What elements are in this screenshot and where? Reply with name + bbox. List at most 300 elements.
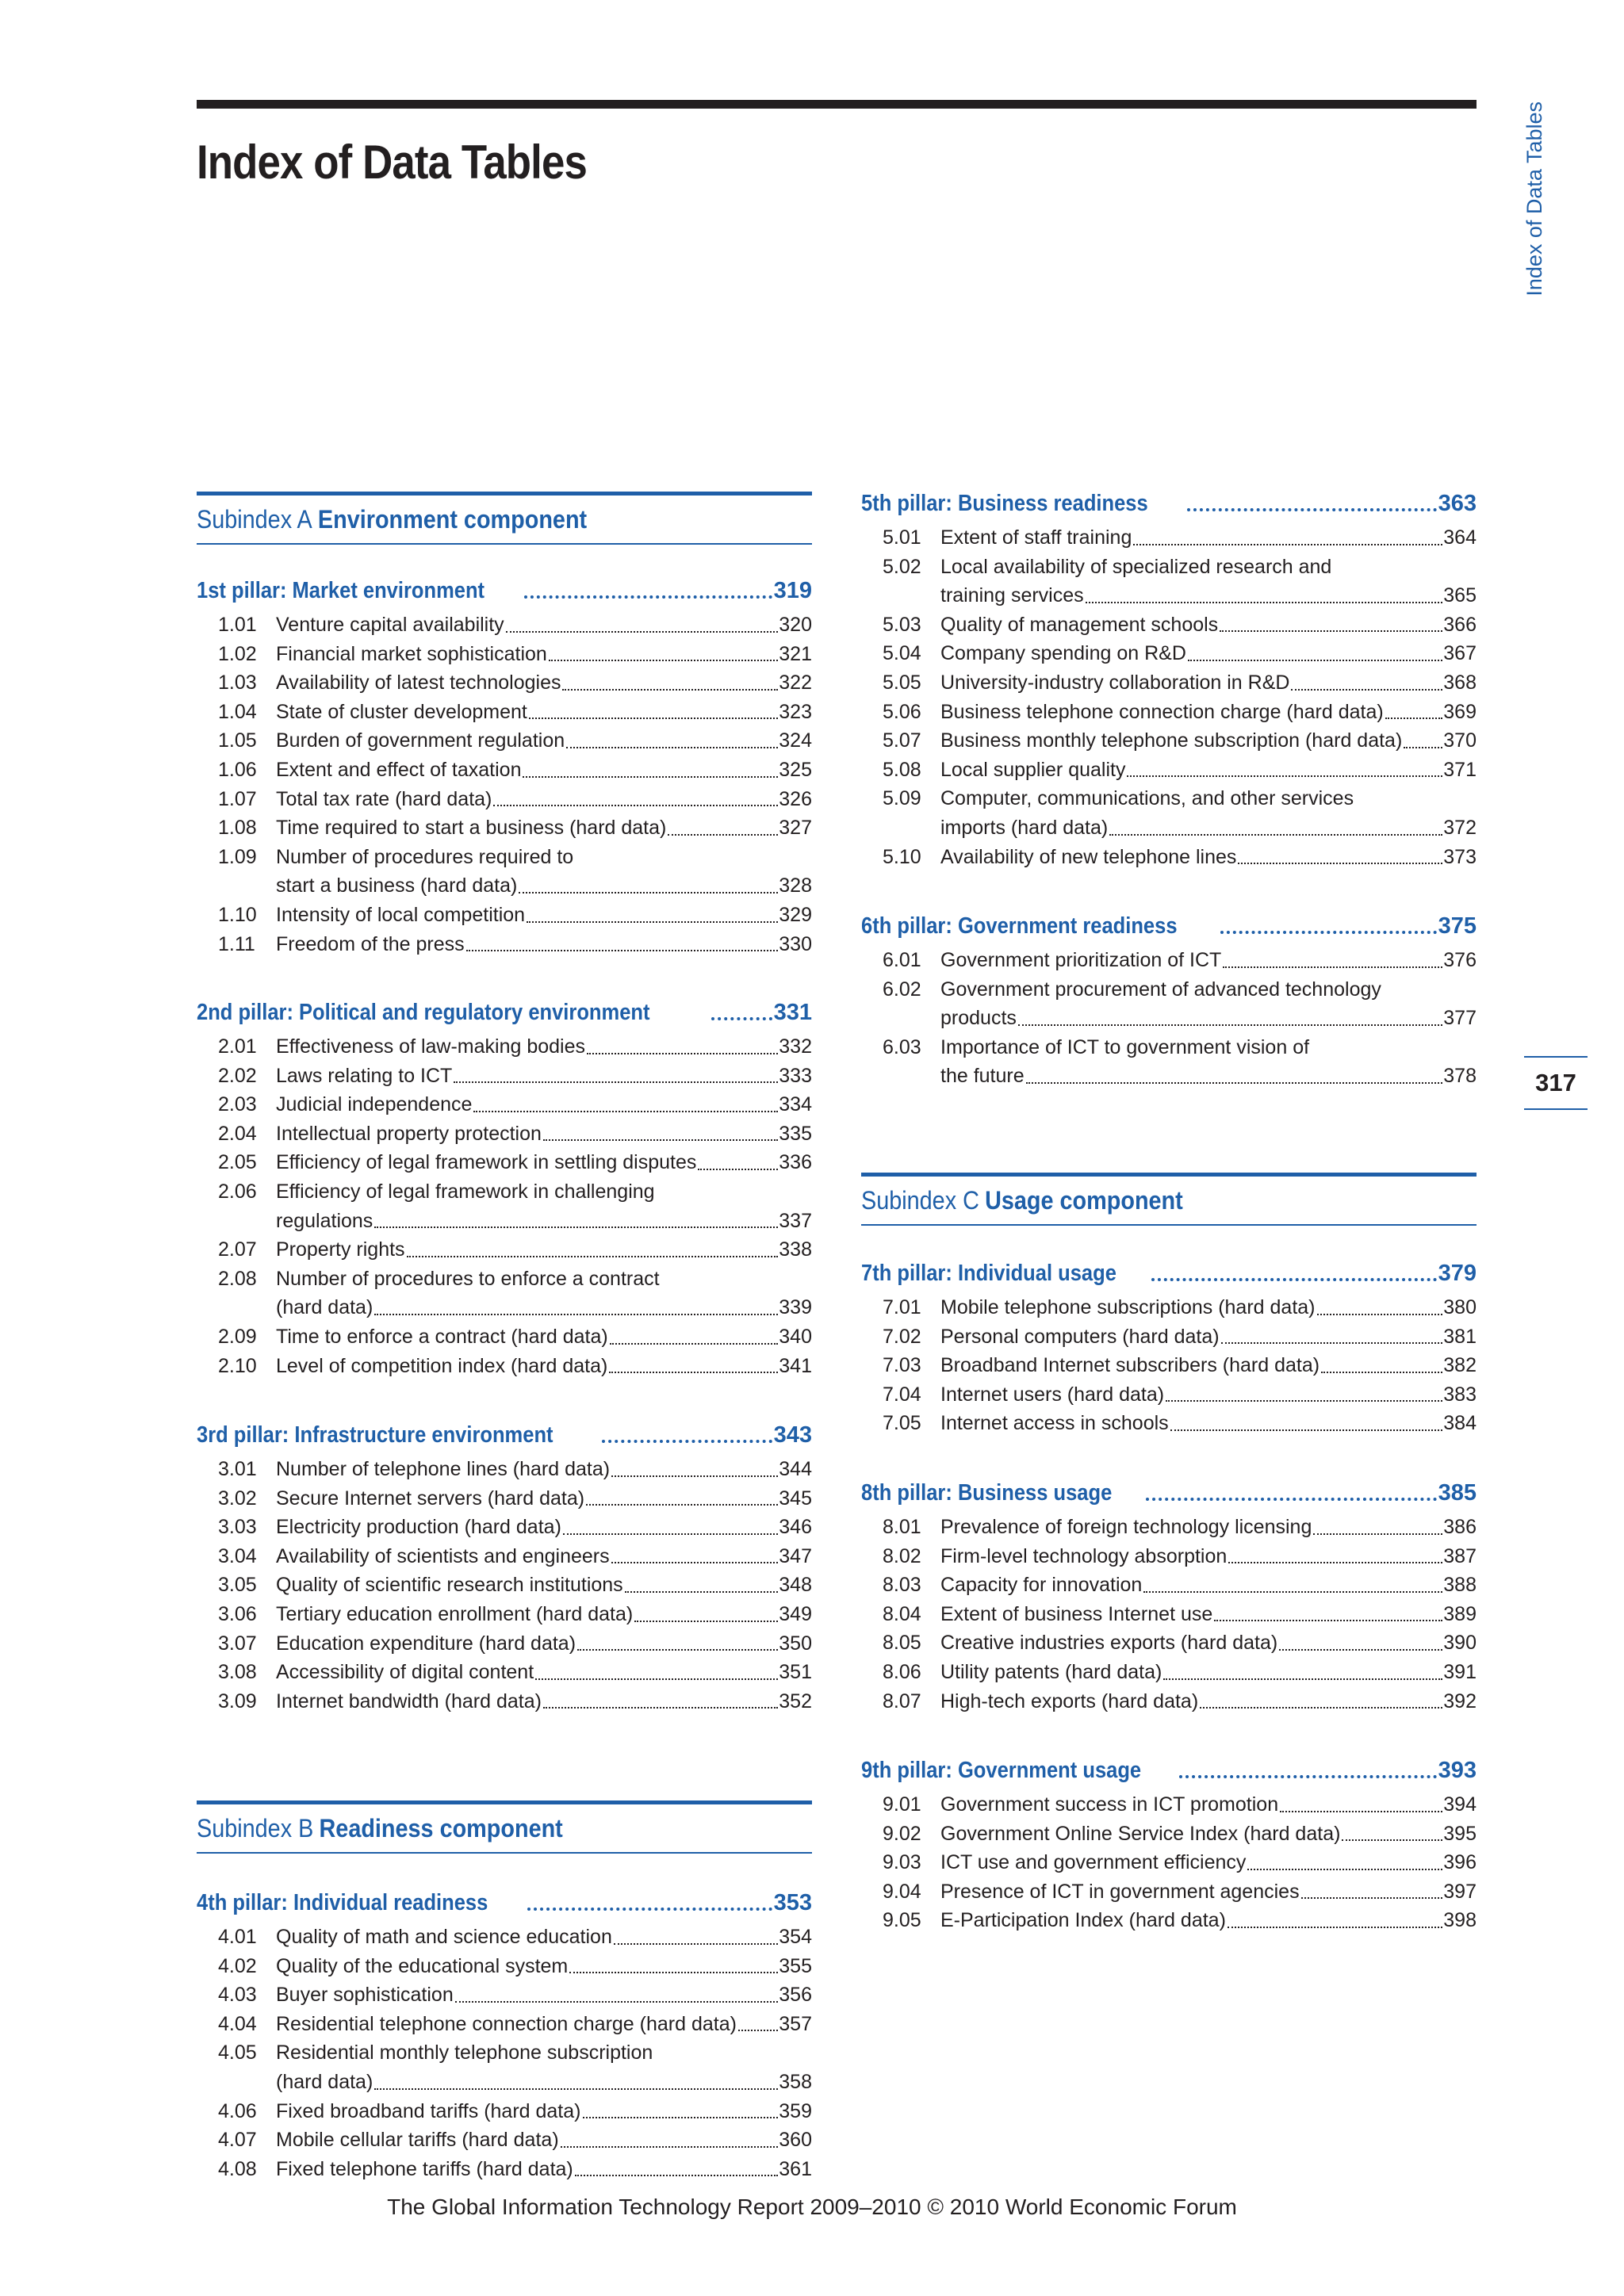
index-entry[interactable] [197, 1980, 812, 2010]
index-entry[interactable] [197, 901, 812, 930]
entry-page: 344 [779, 1458, 812, 1480]
entry-title: Quality of scientific research institutions [276, 1574, 623, 1597]
entry-body [276, 1600, 812, 1629]
entry-page: 358 [779, 2070, 812, 2093]
entry-title: Mobile cellular tariffs (hard data) [276, 2129, 559, 2152]
index-entry[interactable] [197, 1484, 812, 1513]
entry-title-continued [276, 1207, 812, 1236]
entry-body [276, 1484, 812, 1513]
entry-body [276, 698, 812, 727]
index-entry[interactable] [861, 1293, 1477, 1322]
entry-body [940, 1906, 1477, 1935]
entry-body [276, 756, 812, 785]
entry-number: 8.07 [883, 1689, 921, 1712]
dot-leader [1200, 1707, 1442, 1709]
entry-number: 8.01 [883, 1516, 921, 1538]
entry-page: 327 [779, 817, 812, 840]
subindex-name: Readiness component [319, 1813, 563, 1843]
entry-body [276, 1090, 812, 1119]
entry-title: Quality of the educational system [276, 1954, 569, 1977]
index-entry[interactable] [197, 1952, 812, 1981]
entry-title: Extent and effect of taxation [276, 758, 522, 781]
entry-page: 391 [1443, 1660, 1477, 1683]
pillar-section [197, 1886, 812, 2183]
dot-leader [1127, 775, 1442, 777]
entry-body [276, 1980, 812, 2010]
entry-number: 5.02 [883, 555, 921, 578]
index-entry[interactable] [197, 1177, 812, 1235]
index-entry[interactable] [197, 1658, 812, 1687]
entry-number: 1.09 [218, 845, 257, 868]
entry-page: 387 [1443, 1544, 1477, 1567]
dot-leader [586, 1504, 778, 1506]
entry-title: E-Participation Index (hard data) [940, 1909, 1226, 1932]
entry-body [276, 1542, 812, 1571]
pillar-heading[interactable] [197, 996, 812, 1026]
entry-number: 1.06 [218, 758, 257, 781]
index-entry[interactable] [861, 1628, 1477, 1658]
entry-page: 357 [779, 2012, 812, 2035]
entry-page: 351 [779, 1661, 812, 1684]
pillar-heading[interactable] [861, 1257, 1477, 1287]
entry-number: 7.03 [883, 1354, 921, 1377]
entry-number: 4.03 [218, 1984, 257, 2007]
pillar-page: 343 [773, 1422, 812, 1448]
index-entry[interactable] [861, 1322, 1477, 1352]
subindex-bottom-rule [861, 1224, 1477, 1226]
index-entry[interactable] [861, 946, 1477, 975]
index-entry[interactable] [197, 1119, 812, 1149]
dot-leader [566, 747, 778, 748]
entry-title: Tertiary education enrollment (hard data) [276, 1602, 634, 1625]
index-entry[interactable] [197, 668, 812, 698]
entry-title-continued [940, 1004, 1477, 1033]
entry-title: State of cluster development [276, 700, 527, 723]
dot-leader [1280, 1811, 1442, 1812]
index-entry[interactable] [861, 639, 1477, 668]
entry-page: 355 [779, 1954, 812, 1977]
pillar-page: 363 [1438, 491, 1477, 516]
entry-body [276, 901, 812, 930]
entry-body [276, 2038, 812, 2096]
entry-page: 360 [779, 2129, 812, 2152]
entry-number: 1.03 [218, 672, 257, 695]
entry-body [276, 1032, 812, 1062]
index-entry[interactable] [197, 1090, 812, 1119]
subindex-prefix: Subindex A [197, 504, 312, 534]
entry-body [276, 1322, 812, 1352]
index-entry[interactable] [197, 1571, 812, 1600]
pillar-page: 319 [773, 578, 812, 603]
entry-body [940, 1033, 1477, 1091]
index-entry[interactable] [861, 1658, 1477, 1687]
index-entry[interactable] [197, 1687, 812, 1716]
entry-page: 365 [1443, 584, 1477, 607]
dot-leader [1026, 1082, 1443, 1084]
pillar-section [197, 574, 812, 959]
index-entry[interactable] [861, 1033, 1477, 1091]
index-entry[interactable] [861, 843, 1477, 872]
entry-body [276, 726, 812, 756]
entry-page: 320 [779, 614, 812, 636]
pillar-title: 4th pillar: Individual readiness [197, 1890, 488, 1915]
entry-page: 326 [779, 787, 812, 810]
entry-number: 8.05 [883, 1632, 921, 1655]
index-entry[interactable] [197, 2097, 812, 2126]
entry-body [940, 1513, 1477, 1542]
index-entry[interactable] [861, 1351, 1477, 1380]
dot-leader [1133, 544, 1442, 545]
entry-title: Efficiency of legal framework in challenging [276, 1180, 655, 1203]
dot-leader [1342, 1839, 1442, 1841]
index-entry[interactable] [861, 1790, 1477, 1820]
entry-body [940, 1687, 1477, 1716]
entry-number: 4.07 [218, 2129, 257, 2152]
index-entry[interactable] [861, 1513, 1477, 1542]
entry-body [940, 1351, 1477, 1380]
index-entry[interactable] [197, 640, 812, 669]
index-entry[interactable] [197, 1352, 812, 1381]
dot-leader [1223, 966, 1442, 968]
entry-title: Prevalence of foreign technology licensing [940, 1516, 1312, 1538]
entry-body [276, 1265, 812, 1322]
dot-leader [473, 1111, 778, 1112]
dot-leader [738, 2030, 778, 2031]
entry-body [276, 1062, 812, 1091]
index-entry[interactable] [861, 553, 1477, 610]
pillar-page: 379 [1438, 1261, 1477, 1286]
pillar-title: 7th pillar: Individual usage [861, 1261, 1116, 1286]
entry-number: 7.01 [883, 1296, 921, 1318]
index-entry[interactable] [197, 1455, 812, 1484]
entry-title: University-industry collaboration in R&D [940, 671, 1290, 694]
index-entry[interactable] [197, 1148, 812, 1177]
entry-page: 392 [1443, 1689, 1477, 1712]
index-entry[interactable] [197, 1542, 812, 1571]
entry-number: 2.02 [218, 1064, 257, 1087]
dot-leader [609, 1372, 778, 1373]
index-entry[interactable] [861, 1571, 1477, 1600]
index-entry[interactable] [861, 1820, 1477, 1849]
entry-title: Fixed telephone tariffs (hard data) [276, 2157, 573, 2180]
entry-page: 359 [779, 2099, 812, 2122]
index-entry[interactable] [197, 726, 812, 756]
dot-leader [1166, 1400, 1442, 1402]
entry-title: Number of telephone lines (hard data) [276, 1458, 611, 1480]
entry-title: Efficiency of legal framework in settling disputes [276, 1151, 697, 1174]
entry-number: 5.07 [883, 729, 921, 752]
index-entry[interactable] [861, 668, 1477, 698]
index-entry[interactable] [197, 2010, 812, 2039]
entry-title-continued [940, 581, 1477, 610]
entry-page: 345 [779, 1487, 812, 1510]
index-entry[interactable] [197, 2038, 812, 2096]
pillar-heading[interactable] [861, 487, 1477, 517]
subindex-b-header [197, 1800, 812, 1854]
dot-leader [1143, 1591, 1442, 1593]
pillar-heading[interactable] [861, 909, 1477, 939]
dot-leader [527, 1908, 772, 1911]
entry-body [940, 946, 1477, 975]
dot-leader [1291, 689, 1442, 691]
entry-title: Utility patents (hard data) [940, 1660, 1162, 1683]
index-entry[interactable] [197, 756, 812, 785]
index-entry[interactable] [861, 1542, 1477, 1571]
index-entry[interactable] [861, 1600, 1477, 1629]
entry-title: Company spending on R&D [940, 642, 1186, 665]
entry-body [276, 813, 812, 843]
entry-number: 5.08 [883, 758, 921, 781]
entry-page: 321 [779, 642, 812, 665]
entry-number: 9.03 [883, 1851, 921, 1874]
subindex-prefix: Subindex C [861, 1185, 979, 1215]
entry-body [940, 668, 1477, 698]
pillar-page: 353 [773, 1890, 812, 1915]
pillar-title: 3rd pillar: Infrastructure environment [197, 1422, 553, 1448]
index-entry[interactable] [197, 1923, 812, 1952]
entry-number: 3.08 [218, 1661, 257, 1684]
entry-body [940, 1628, 1477, 1658]
entry-number: 4.01 [218, 1926, 257, 1948]
entry-body [940, 553, 1477, 610]
entry-number: 2.06 [218, 1180, 257, 1203]
entry-page: 378 [1443, 1065, 1477, 1088]
entry-page: 323 [779, 700, 812, 723]
entry-title: Business telephone connection charge (hard data) [940, 700, 1384, 723]
entry-page: 395 [1443, 1822, 1477, 1845]
entry-title: Accessibility of digital content [276, 1661, 534, 1684]
entry-number: 6.02 [883, 978, 921, 1001]
index-entry[interactable] [197, 2126, 812, 2155]
entry-number: 9.04 [883, 1880, 921, 1903]
entry-number: 1.11 [218, 932, 255, 955]
index-entry[interactable] [197, 785, 812, 814]
entry-title: Property rights [276, 1238, 405, 1261]
entry-body [940, 1790, 1477, 1820]
entry-page: 397 [1443, 1880, 1477, 1903]
entry-page: 329 [779, 903, 812, 926]
entry-body [940, 1542, 1477, 1571]
dot-leader [529, 718, 778, 719]
entry-number: 4.06 [218, 2099, 257, 2122]
index-entry[interactable] [861, 523, 1477, 553]
entry-number: 4.05 [218, 2042, 257, 2064]
entry-page: 354 [779, 1926, 812, 1948]
index-entry[interactable] [197, 1629, 812, 1659]
entry-number: 4.02 [218, 1954, 257, 1977]
index-entry[interactable] [861, 1848, 1477, 1877]
entry-title: Local supplier quality [940, 758, 1126, 781]
index-entry[interactable] [197, 1265, 812, 1322]
entry-title-line2: regulations [276, 1209, 373, 1232]
entry-body [940, 975, 1477, 1033]
entry-number: 2.03 [218, 1093, 257, 1116]
dot-leader [1385, 718, 1443, 719]
dot-leader [563, 1533, 778, 1535]
dot-leader [1214, 1620, 1442, 1621]
dot-leader [519, 892, 778, 894]
dot-leader [587, 1053, 778, 1054]
dot-leader [668, 834, 778, 836]
entry-body [276, 2010, 812, 2039]
entry-body [940, 1571, 1477, 1600]
dot-leader [1170, 1429, 1443, 1431]
entry-body [276, 1571, 812, 1600]
entry-page: 384 [1443, 1412, 1477, 1435]
dot-leader [562, 689, 778, 691]
index-entry[interactable] [861, 784, 1477, 842]
entry-page: 335 [779, 1122, 812, 1145]
index-entry[interactable] [197, 1235, 812, 1265]
index-entry[interactable] [197, 1032, 812, 1062]
index-entry[interactable] [197, 1322, 812, 1352]
dot-leader [1187, 508, 1437, 511]
dot-leader [711, 1017, 772, 1020]
entry-body [276, 1119, 812, 1149]
dot-leader [1109, 834, 1442, 836]
index-entry[interactable] [861, 1906, 1477, 1935]
index-entry[interactable] [197, 698, 812, 727]
index-entry[interactable] [197, 843, 812, 901]
entry-title: Financial market sophistication [276, 642, 547, 665]
entry-title: Number of procedures required to [276, 845, 574, 868]
entry-page: 346 [779, 1516, 812, 1539]
dot-leader [527, 921, 778, 923]
dot-leader [575, 2175, 779, 2176]
entry-page: 334 [779, 1093, 812, 1116]
dot-leader [493, 805, 778, 806]
entry-title-continued [276, 2068, 812, 2097]
index-entry[interactable] [197, 610, 812, 640]
index-entry[interactable] [861, 610, 1477, 640]
dot-leader [407, 1256, 779, 1257]
entry-number: 8.03 [883, 1574, 921, 1597]
entry-number: 2.07 [218, 1238, 257, 1261]
entry-page: 368 [1443, 671, 1477, 694]
entry-number: 7.02 [883, 1325, 921, 1348]
pillar-heading[interactable] [197, 1418, 812, 1448]
entry-page: 389 [1443, 1602, 1477, 1625]
dot-leader [455, 2001, 779, 2003]
entry-page: 367 [1443, 642, 1477, 665]
pillar-heading[interactable] [197, 1886, 812, 1916]
subindex-a-header [197, 492, 812, 545]
entry-body [276, 610, 812, 640]
index-entry[interactable] [861, 1409, 1477, 1438]
entry-title: Buyer sophistication [276, 1984, 454, 2007]
entry-page: 328 [779, 874, 812, 897]
entry-number: 2.09 [218, 1325, 257, 1348]
entry-title: Internet bandwidth (hard data) [276, 1689, 542, 1712]
dot-leader [1179, 1775, 1436, 1778]
entry-number: 3.07 [218, 1632, 257, 1655]
dot-leader [543, 1139, 778, 1141]
index-entry[interactable] [197, 1062, 812, 1091]
index-entry[interactable] [197, 930, 812, 959]
entry-number: 3.06 [218, 1602, 257, 1625]
dot-leader [610, 1343, 779, 1345]
pillar-title: 1st pillar: Market environment [197, 578, 485, 603]
index-entry[interactable] [861, 1380, 1477, 1410]
entry-title: ICT use and government efficiency [940, 1851, 1247, 1874]
dot-leader [1151, 1278, 1437, 1281]
entry-page: 366 [1443, 613, 1477, 636]
entry-number: 5.04 [883, 642, 921, 665]
entry-number: 3.04 [218, 1544, 257, 1567]
entry-title: Laws relating to ICT [276, 1064, 453, 1087]
entry-number: 8.02 [883, 1544, 921, 1567]
dot-leader [1086, 602, 1443, 603]
pillar-heading[interactable] [861, 1754, 1477, 1784]
pillar-page: 375 [1438, 913, 1477, 939]
page-title: Index of Data Tables [197, 136, 587, 189]
entry-title: Availability of scientists and engineers [276, 1544, 610, 1567]
pillar-title: 9th pillar: Government usage [861, 1758, 1142, 1783]
entry-number: 3.09 [218, 1689, 257, 1712]
index-entry[interactable] [861, 726, 1477, 756]
dot-leader [1221, 1342, 1443, 1344]
index-entry[interactable] [197, 1600, 812, 1629]
entry-title: Government prioritization of ICT [940, 949, 1222, 971]
entry-page: 376 [1443, 949, 1477, 971]
entry-number: 4.04 [218, 2012, 257, 2035]
index-entry[interactable] [861, 1877, 1477, 1907]
entry-page: 381 [1443, 1325, 1477, 1348]
pillar-heading[interactable] [861, 1476, 1477, 1506]
entry-body [276, 2097, 812, 2126]
entry-title: Availability of latest technologies [276, 672, 561, 695]
entry-title: High-tech exports (hard data) [940, 1689, 1199, 1712]
entry-number: 1.05 [218, 729, 257, 752]
index-entry[interactable] [197, 2155, 812, 2184]
index-entry[interactable] [197, 813, 812, 843]
entry-title: Time to enforce a contract (hard data) [276, 1325, 608, 1348]
entry-title: Judicial independence [276, 1093, 473, 1116]
page-number: 317 [1524, 1056, 1588, 1110]
index-entry[interactable] [861, 698, 1477, 727]
dot-leader [625, 1591, 779, 1593]
entry-number: 3.05 [218, 1574, 257, 1597]
dot-leader [1301, 1897, 1443, 1899]
index-entry[interactable] [861, 1687, 1477, 1716]
entry-body [940, 1293, 1477, 1322]
index-entry[interactable] [861, 756, 1477, 785]
entry-body [940, 1820, 1477, 1849]
subindex-name: Environment component [317, 504, 588, 534]
entry-title-line2: start a business (hard data) [276, 874, 518, 897]
dot-leader [1313, 1533, 1442, 1535]
entry-body [276, 640, 812, 669]
entry-number: 2.10 [218, 1354, 257, 1377]
pillar-heading[interactable] [197, 574, 812, 604]
dot-leader [1018, 1024, 1442, 1026]
index-entry[interactable] [197, 1513, 812, 1542]
entry-number: 5.01 [883, 526, 921, 549]
entry-body [940, 726, 1477, 756]
index-entry[interactable] [861, 975, 1477, 1033]
entry-page: 339 [779, 1296, 812, 1319]
entry-title: Freedom of the press [276, 932, 465, 955]
entry-page: 382 [1443, 1354, 1477, 1377]
entry-number: 5.09 [883, 787, 921, 810]
dot-leader [611, 1562, 779, 1563]
entry-title: Local availability of specialized research and [940, 555, 1332, 578]
entry-title-line2: products [940, 1007, 1017, 1030]
entry-body [940, 698, 1477, 727]
pillar-title: 5th pillar: Business readiness [861, 491, 1148, 516]
entry-title: Level of competition index (hard data) [276, 1354, 608, 1377]
entry-title: Availability of new telephone lines [940, 845, 1237, 868]
